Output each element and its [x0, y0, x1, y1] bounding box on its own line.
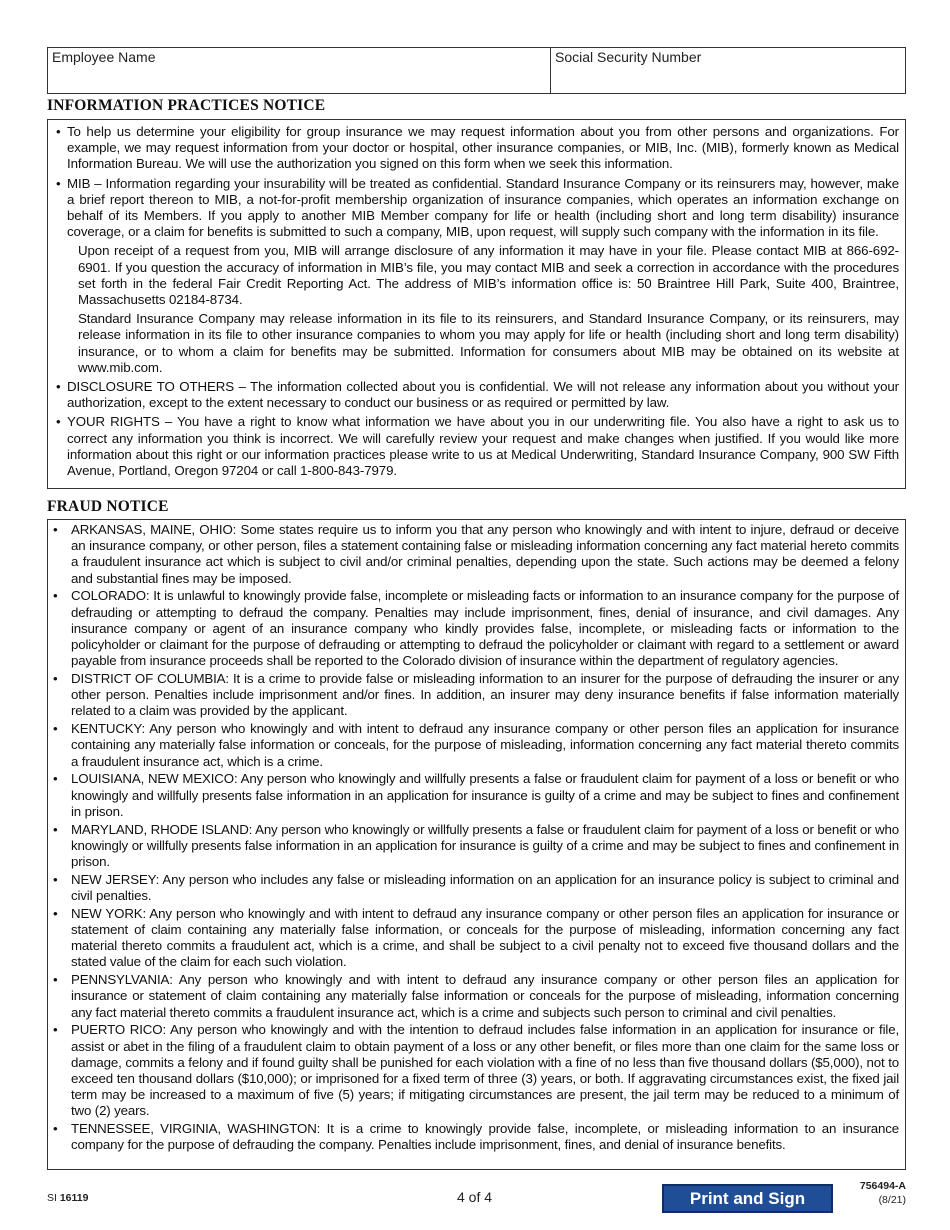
fraud-item-kentucky: • KENTUCKY: Any person who knowingly and with intent to defraud any insurance company or other person files an application for insurance containing any materially false information or conceals, for the purpose of misleading, information concerning any fact material thereto commits a fraudulent insurance act, which is a crime. — [53, 721, 899, 770]
mib-disclosure-paragraph: Upon receipt of a request from you, MIB will arrange disclosure of any information it may have in your file. Please contact MIB at 866-692-6901. If you question the accuracy of information in MIB’s file, you may contact MIB and seek a correction in accordance with the procedures set forth in the federal Fair Credit Reporting Act. The address of MIB’s information office is: 50 Braintree Hill Park, Suite 400, Braintree, Massachusetts 02184-8734. — [78, 243, 899, 308]
form-code-block — [860, 1180, 906, 1206]
fraud-item-arkansas-maine-ohio: • ARKANSAS, MAINE, OHIO: Some states require us to inform you that any person who knowingly and with intent to injure, defraud or deceive an insurance company, or other person, files a statement containing false or misleading information concerning any fact material hereto commits a fraudulent insurance act which is subject to civil and/or criminal penalties, depending upon the state. Such actions may be deemed a felony and substantial fines may be imposed. — [53, 522, 899, 587]
fraud-notice-title: FRAUD NOTICE — [47, 498, 169, 515]
fraud-item-new-york: • NEW YORK: Any person who knowingly and with intent to defraud any insurance company or other person files an application for insurance or statement of claim containing any materially false information, or conceals for the purpose of misleading, information concerning any fact material thereto commits a fraudulent act, which is a crime, and shall be subject to a civil penalty not to exceed five thousand dollars and the stated value of the claim for each such violation. — [53, 906, 899, 971]
fraud-item-pennsylvania: • PENNSYLVANIA: Any person who knowingly and with intent to defraud any insurance company or other person files an application for insurance or statement of claim containing any materially false information or conceals for the purpose of misleading, information concerning any fact material thereto commits a fraudulent insurance act, which is a crime and subjects such person to criminal and civil penalties. — [53, 972, 899, 1021]
fraud-item-puerto-rico: • PUERTO RICO: Any person who knowingly and with the intention to defraud includes false information in an application for insurance or file, assist or abet in the filing of a fraudulent claim to obtain payment of a loss or any other benefit, or files more than one claim for the same loss or damage, commits a felony and if found guilty shall be punished for each violation with a fine of no less than five thousand dollars ($5,000), not to exceed ten thousand dollars ($10,000); or imprisoned for a fixed term of three (3) years, or both. If aggravating circumstances exist, the fixed jail term may be increased to a maximum of five (5) years; if mitigating circumstances are present, the jail term may be reduced to a minimum of two (2) years. — [53, 1022, 899, 1119]
info-practices-box — [47, 119, 906, 489]
info-item-disclosure: • DISCLOSURE TO OTHERS – The information collected about you is confidential. We will not release any information about you without your authorization, except to the extent necessary to conduct our business or as required or permitted by law. — [56, 379, 899, 411]
fraud-item-tennessee-virginia-washington: • TENNESSEE, VIRGINIA, WASHINGTON: It is a crime to knowingly provide false, incomplete, or misleading information to an insurance company for the purpose of defrauding the company. Penalties include imprisonment, fines, and denial of insurance benefits. — [53, 1121, 899, 1153]
info-item-eligibility: • To help us determine your eligibility for group insurance we may request information about you from other persons and organizations. For example, we may request information from your doctor or hospital, other insurance companies, or MIB, Inc. (MIB), formerly known as Medical Information Bureau. We will use the authorization you signed on this form when we seek this information. — [56, 124, 899, 173]
form-revision: (8/21) — [878, 1194, 906, 1206]
employee-id-box — [47, 47, 906, 94]
fraud-item-new-jersey: • NEW JERSEY: Any person who includes any false or misleading information on an application for an insurance policy is subject to criminal and civil penalties. — [53, 872, 899, 904]
employee-name-label: Employee Name — [52, 49, 156, 65]
page-indicator: 4 of 4 — [457, 1189, 493, 1205]
form-code: 756494-A — [859, 1180, 906, 1192]
si-prefix: SI — [47, 1192, 57, 1204]
mib-paragraph: MIB – Information regarding your insurability will be treated as confidential. Standard Insurance Company or its reinsurers may, however, make a brief report thereon to MIB, a not-for-profit membership organization of insurance companies, which operates an information exchange on behalf of its Members. If you apply to another MIB Member company for life or health (including short and long term disability) insurance coverage, or a claim for benefits is submitted to such a company, MIB, upon request, will supply such company with the information in its file. — [67, 175, 899, 240]
fraud-item-maryland-rhode-island: • MARYLAND, RHODE ISLAND: Any person who knowingly or willfully presents a false or fraudulent claim for payment of a loss or benefit or who knowingly or willfully presents false information in an application for insurance is guilty of a crime and may be subject to fines and confinement in prison. — [53, 822, 899, 871]
employee-name-field[interactable] — [48, 48, 551, 93]
mib-release-paragraph: Standard Insurance Company may release information in its file to its reinsurers, and Standard Insurance Company, or its reinsurers, may release information in its file to other insurance companies to whom you may apply for life or health (including short and long term disability) insurance, or to whom a claim for benefits may be submitted. Information for consumers about MIB may be obtained on its website at www.mib.com. — [78, 311, 899, 375]
si-number — [47, 1192, 88, 1204]
fraud-item-louisiana-new-mexico: • LOUISIANA, NEW MEXICO: Any person who knowingly and willfully presents a false or fraudulent claim for payment of a loss or benefit or who knowingly and willfully presents false information in an application for insurance is guilty of a crime and may be subject to fines and confinement in prison. — [53, 771, 899, 820]
ssn-label: Social Security Number — [555, 49, 702, 65]
fraud-item-dc: • DISTRICT OF COLUMBIA: It is a crime to provide false or misleading information to an insurer for the purpose of defrauding the insurer or any other person. Penalties include imprisonment and/or fines. In addition, an insurer may deny insurance benefits if false information materially related to a claim was provided by the applicant. — [53, 671, 899, 720]
info-item-rights: • YOUR RIGHTS – You have a right to know what information we have about you in our underwriting file. You also have a right to ask us to correct any information you think is incorrect. We will carefully review your request and make changes when justified. If you would like more information about this right or our information practices please write to us at Medical Underwriting, Standard Insurance Company, 900 SW Fifth Avenue, Portland, Oregon 97204 or call 1-800-843-7979. — [56, 414, 899, 479]
fraud-item-colorado: • COLORADO: It is unlawful to knowingly provide false, incomplete or misleading facts or information to an insurance company for the purpose of defrauding or attempting to defraud the company. Penalties may include imprisonment, fines, denial of insurance, and civil damages. Any insurance company or agent of an insurance company who kindly provides false, incomplete, or misleading facts or information to the policyholder or claimant for the purpose of defrauding or attempting to defraud the policyholder or claimant with regard to a settlement or award payable from insurance proceeds shall be reported to the Colorado division of insurance within the department of regulatory agencies. — [53, 588, 899, 669]
info-item-mib — [56, 176, 899, 376]
ssn-field[interactable] — [551, 48, 905, 93]
fraud-notice-box — [47, 519, 906, 1170]
si-number-value: 16119 — [59, 1192, 89, 1204]
print-and-sign-button[interactable]: Print and Sign — [662, 1184, 833, 1213]
info-practices-title: INFORMATION PRACTICES NOTICE — [47, 97, 326, 114]
